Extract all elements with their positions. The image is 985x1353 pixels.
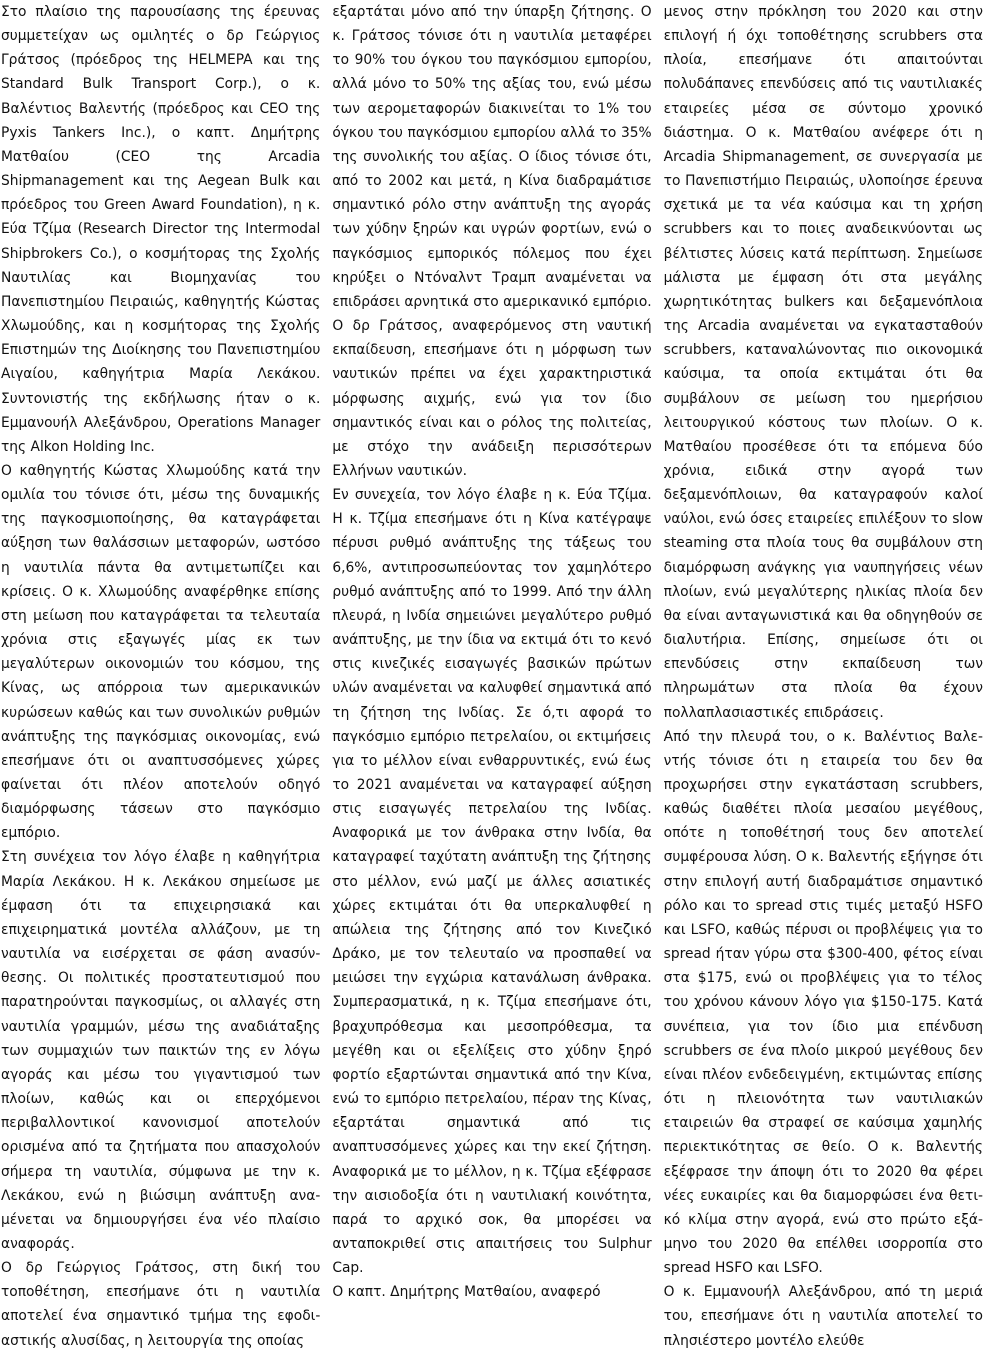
paragraph: Από την πλευρά του, ο κ. Βαλέντιος Βαλεντής τόνισε ότι η εταιρεία του δεν θα προχωρήσει στην εγκατάσταση scrubbers, καθώς διαθέτει πλοία μεσαίου μεγέθους, οπότε η τοποθέτησή τους δεν αποτελεί συμφέρουσα λύση. Ο κ. Βαλεντής εξήγησε ότι στην επιλογή αυτή διαδραμάτισε σημαντικό ρόλο και το spread στις τιμές μεταξύ HSFO και LSFO, καθώς πέρυσι οι προβλέψεις για το spread ήταν γύρω στα $300-400, φέτος είναι στα $175, ενώ οι προβλέψεις για το τέλος του χρόνου κάνουν λόγο για $150-175. Κατά συνέπεια, για τον ίδιο μια επένδυση scrubbers σε ένα πλοίο μικρού μεγέθους δεν είναι πλέον ενδεδειγμένη, εκτιμώντας επίσης ότι η πλειονότητα των ναυτιλιακών εταιρειών θα στραφεί σε καύσιμα χαμηλής περιεκτικότητας σε θείο. Ο κ. Βαλεντής εξέφρασε την άποψη ότι το 2020 θα φέρει νέες ευκαιρίες και θα διαμορφώσει ένα θετικό κλίμα στην αγορά, ενώ στο πρώτο εξάμηνο του 2020 θα επέλθει ισορροπία στο spread HSFO και LSFO. — [663, 728, 983, 1277]
text-column-3 — [663, 0, 983, 1349]
paragraph: μενος στην πρόκληση του 2020 και στην επιλογή ή όχι τοποθέτησης scrubbers στα πλοία, επεσήμανε ότι απαιτούνται πολυδάπανες επενδύσεις από τις ναυτιλιακές εταιρείες μέσα σε σύντομο χρονικό διάστημα. Ο κ. Ματθαίου ανέφερε ότι η Arcadia Shipmanagement, σε συνεργασία με το Πανεπιστήμιο Πειραιώς, υλοποίησε έρευνα σχετικά με τα νέα καύσιμα και τη χρήση scrubbers και το ποιες αναδεικνύονται ως βέλτιστες λύσεις κατά περίπτωση. Σημείωσε μάλιστα με έμφαση ότι στα μεγάλης χωρητικότητας bulkers και δεξαμενόπλοια της Arcadia αναμένεται να εγκατασταθούν scrubbers, καταναλώνοντας πιο οικονομικά καύσιμα, τα οποία εκτιμάται ότι θα συμβάλουν σε μείωση του ημερήσιου λειτουργικού κόστους των πλοίων. Ο κ. Ματθαίου προσέθεσε ότι τα επόμενα δύο χρόνια, ειδικά στην αγορά των δεξαμενόπλοιων, θα καταγραφούν καλοί ναύλοι, ενώ όσες εταιρείες επιλέξουν το slow steaming στα πλοία τους θα συμβάλουν στη διαμόρφωση ανάγκης για ναυπηγήσεις νέων πλοίων, ενώ μεγαλύτερης ηλικίας πλοία δεν θα είναι ανταγωνιστικά και θα οδηγηθούν σε διαλυτήρια. Επίσης, σημείωσε ότι οι επενδύσεις στην εκπαίδευση των πληρωμάτων στα πλοία θα έχουν πολλαπλασιαστικές επιδράσεις. — [663, 4, 983, 721]
paragraph: Στο πλαίσιο της παρουσίασης της έρευνας συμμετείχαν ως ομιλητές ο δρ Γεώργιος Γράτσος (πρόεδρος της HELMEPA και της Standard Bulk Transport Corp.), ο κ. Βαλέντιος Βαλεντής (πρόεδρος και CEO της Pyxis Tankers Inc.), ο καπτ. Δημήτρης Ματθαίου (CEO της Arcadia Shipmanagement και της Aegean Bulk και πρόεδρος του Green Award Foundation), η κ. Εύα Τζίμα (Research Director της Intermodal Shipbrokers Co.), ο κοσμήτορας της Σχολής Ναυτιλίας και Βιομηχανίας του Πανεπιστημίου Πειραιώς, καθηγητής Κώστας Χλωμούδης, και η κοσμήτορας της Σχολής Επιστημών της Διοίκησης του Πανεπιστημίου Αιγαίου, καθηγήτρια Μαρία Λεκάκου. Συντονιστής της εκδήλωσης ήταν ο κ. Εμμανουήλ Αλεξάνδρου, Operations Manager της Alkon Holding Inc. — [1, 4, 321, 455]
paragraph: Στη συνέχεια τον λόγο έλαβε η καθηγήτρια Μαρία Λεκάκου. Η κ. Λεκάκου σημείωσε με έμφαση ότι τα επιχειρησιακά και επιχειρηματικά μοντέλα αλλάζουν, με τη ναυτιλία να εισέρχεται σε φάση ανασύνθεσης. Οι πολιτικές προστατευτισμού που παρατηρούνται παγκοσμίως, οι αλλαγές στη ναυτιλία γραμμών, μέσω της αναδιάταξης των συμμαχιών των παικτών της εν λόγω αγοράς και μέσω του γιγαντισμού των πλοίων, καθώς και οι επερχόμενοι περιβαλλοντικοί κανονισμοί αποτελούν ορισμένα από τα ζητήματα που απασχολούν σήμερα τη ναυτιλία, σύμφωνα με την κ. Λεκάκου, ενώ η βιώσιμη ανάπτυξη αναμένεται να δημιουργήσει ένα νέο πλαίσιο αναφοράς. — [1, 849, 321, 1252]
paragraph: Εν συνεχεία, τον λόγο έλαβε η κ. Εύα Τζίμα. Η κ. Τζίμα επεσήμανε ότι η Κίνα κατέγραψε πέρυσι ρυθμό ανάπτυξης της τάξεως του 6,6%, αντιπροσωπεύοντας τον χαμηλότερο ρυθμό ανάπτυξης από το 1999. Από την άλλη πλευρά, η Ινδία σημειώνει μεγαλύτερο ρυθμό ανάπτυξης, με την ίδια να εκτιμά ότι το κενό στις κινεζικές εισαγωγές βασικών πρώτων υλών αναμένεται να καλυφθεί σημαντικά από τη ζήτηση της Ινδίας. Σε ό,τι αφορά το παγκόσμιο εμπόριο πετρελαίου, οι εκτιμήσεις για το μέλλον είναι ενθαρρυντικές, ενώ έως το 2021 αναμένεται να καταγραφεί αύξηση στις εισαγωγές πετρελαίου της Ινδίας. Αναφορικά με τον άνθρακα στην Ινδία, θα καταγραφεί ταχύτατη ανάπτυξη της ζήτησης στο μέλλον, ενώ μαζί με άλλες ασιατικές χώρες εκτιμάται ότι θα υπερκαλυφθεί η απώλεια της ζήτησης από τον Κινεζικό Δράκο, με τον τελευταίο να προσπαθεί να μειώσει την εγχώρια κατανάλωση άνθρακα. Συμπερασματικά, η κ. Τζίμα επεσήμανε ότι, βραχυπρόθεσμα και μεσοπρόθεσμα, τα μεγέθη και οι εξελίξεις στο χύδην ξηρό φορτίο εξαρτώνται σημαντικά από την Κίνα, ενώ το εμπόριο πετρελαίου, πέραν της Κίνας, εξαρτάται σημαντικά από τις αναπτυσσόμενες χώρες και την εκεί ζήτηση. Αναφορικά με το μέλλον, η κ. Τζίμα εξέφρασε την αισιοδοξία ότι η ναυτιλιακή κοινότητα, παρά το αρχικό σοκ, θα μπορέσει να ανταποκριθεί στις απαιτήσεις του Sulphur Cap. — [332, 487, 652, 1277]
text-column-1 — [1, 0, 321, 1349]
paragraph: Ο καθηγητής Κώστας Χλωμούδης κατά την ομιλία του τόνισε ότι, μέσω της δυναμικής της παγκοσμιοποίησης, θα καταγράφεται αύξηση των θαλάσσιων μεταφορών, ωστόσο η ναυτιλία πάντα θα αντιμετωπίζει και κρίσεις. Ο κ. Χλωμούδης αναφέρθηκε επίσης στη μείωση που καταγράφεται τα τελευταία χρόνια στις εξαγωγές μίας εκ των μεγαλύτερων οικονομιών του κόσμου, της Κίνας, ως απόρροια των αμερικανικών κυρώσεων καθώς και των συνολικών ρυθμών ανάπτυξης της παγκόσμιας οικονομίας, ενώ επεσήμανε ότι οι αναπτυσσόμενες χώρες φαίνεται ότι πλέον αποτελούν οδηγό διαμόρφωσης τάσεων στο παγκόσμιο εμπόριο. — [1, 462, 321, 842]
paragraph: Ο δρ Γεώργιος Γράτσος, στη δική του τοποθέτηση, επεσήμανε ότι η ναυτιλία αποτελεί ένα σημαντικό τμήμα της εφοδιαστικής αλυσίδας, η λειτουργία της οποίας — [1, 1260, 321, 1349]
text-column-2 — [332, 0, 652, 1301]
paragraph: Ο καπτ. Δημήτρης Ματθαίου, αναφερό — [332, 1284, 601, 1301]
paragraph: Ο κ. Εμμανουήλ Αλεξάνδρου, από τη μεριά του, επεσήμανε ότι η ναυτιλία αποτελεί το πλησιέστερο μοντέλο ελεύθε — [663, 1284, 983, 1349]
paragraph: εξαρτάται μόνο από την ύπαρξη ζήτησης. Ο κ. Γράτσος τόνισε ότι η ναυτιλία μεταφέρει το 90% του όγκου του παγκόσμιου εμπορίου, αλλά μόνο το 50% της αξίας του, ενώ μέσω των αερομεταφορών διακινείται το 1% του όγκου του παγκόσμιου εμπορίου αλλά το 35% της συνολικής του αξίας. Ο ίδιος τόνισε ότι, από το 2002 και μετά, η Κίνα διαδραμάτισε σημαντικό ρόλο στην ανάπτυξη της αγοράς των χύδην ξηρών και υγρών φορτίων, ενώ ο παγκόσμιος εμπορικός πόλεμος που έχει κηρύξει ο Ντόναλντ Τραμπ αναμένεται να επιδράσει αρνητικά στο αμερικανικό εμπόριο. Ο δρ Γράτσος, αναφερόμενος στη ναυτική εκπαίδευση, επεσήμανε ότι η μόρφωση των ναυτικών πρέπει να έχει χαρακτηριστικά μόρφωσης αιχμής, ενώ για τον ίδιο σημαντικός είναι και ο ρόλος της πολιτείας, με στόχο την ανάδειξη περισσότερων Ελλήνων ναυτικών. — [332, 4, 652, 479]
